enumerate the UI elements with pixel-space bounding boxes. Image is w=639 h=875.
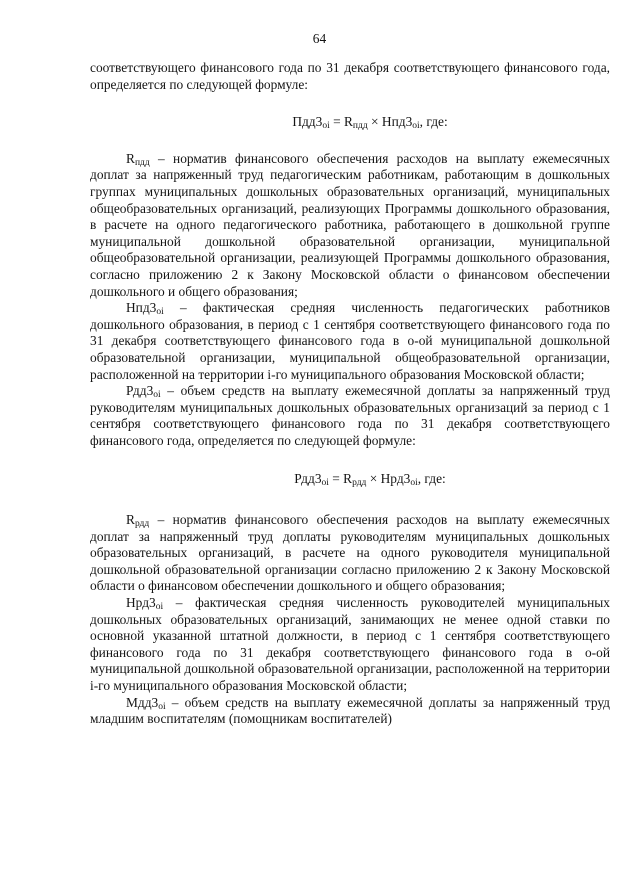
formula-rdd3: [90, 471, 610, 488]
definition-text: – норматив финансового обеспечения расходов на выплату ежемесячных доплат за напряженный труд педагогическим работникам, работающим в дошкольных группах муниципальных дошкольных образовательных организаций, муниципальных общеобразовательных организаций, реализующих Программы дошкольного образования, в расчете на одного педагогического работника, работающего в дошкольной группе муниципальной дошкольной образовательной организации, муниципальной общеобразовательной организации, реализующей Программы дошкольного образования, согласно приложению 2 к Закону Московской области о финансовом обеспечении дошкольного и общего образования;: [90, 150, 610, 299]
definition-term: R: [126, 150, 135, 166]
formula-tail: , где:: [417, 471, 446, 487]
definition-term: Нпд3: [126, 300, 157, 316]
intro-paragraph: соответствующего финансового года по 31 декабря соответствующего финансового года, определяется по следующей формуле:: [90, 60, 610, 92]
formula-pdd3: [90, 114, 610, 131]
definition-text: – фактическая средняя численность педагогических работников дошкольного образования, в период с 1 сентября соответствующего финансового года по 31 декабря соответствующего финансового года в о-ой муниципальной дошкольной образовательной организации, муниципальной общеобразовательной организации, расположенной на территории i-го муниципального образования Московской области;: [90, 300, 610, 382]
formula-coefficient: R: [343, 471, 353, 487]
formula-lhs: Пдд3: [292, 114, 323, 130]
formula-tail: , где:: [419, 114, 448, 130]
formula-lhs: Рдд3: [294, 471, 322, 487]
definition-term-subscript: oi: [156, 307, 164, 318]
formula-coefficient-subscript: пдд: [352, 121, 368, 132]
definition-term: Рдд3: [126, 383, 154, 399]
definition-npd3: [90, 300, 610, 383]
definition-term-subscript: пдд: [134, 157, 150, 168]
definition-term-subscript: oi: [158, 701, 166, 712]
definition-text: – объем средств на выплату ежемесячной доплаты за напряженный труд младшим воспитателям (помощникам воспитателей): [90, 694, 610, 727]
formula-variable-subscript: oi: [410, 478, 418, 489]
formula-coefficient: R: [343, 114, 353, 130]
formula-coefficient-subscript: рдд: [352, 478, 367, 489]
formula-equals: =: [329, 114, 344, 130]
definition-term-subscript: рдд: [134, 519, 150, 530]
definition-nrd3: [90, 595, 610, 695]
formula-times: ×: [367, 114, 382, 130]
definition-r-rdd: [90, 512, 610, 595]
page-number: 64: [312, 31, 327, 46]
formula-lhs-subscript: oi: [321, 478, 329, 489]
definition-rdd3: [90, 383, 610, 449]
definition-text: – фактическая средняя численность руководителей муниципальных дошкольных образовательных организаций, занимающих не менее одной ставки по основной указанной штатной должности, в период с 1 сентября соответствующего финансового года по 31 декабря соответствующего финансового года в о-ой муниципальной дошкольной образовательной организации, расположенной на территории i-го муниципального образования Московской области;: [90, 595, 610, 693]
definition-term-subscript: oi: [155, 602, 164, 613]
formula-lhs-subscript: oi: [322, 121, 330, 132]
definition-term: Мдд3: [126, 694, 159, 710]
definition-text: – норматив финансового обеспечения расходов на выплату ежемесячных доплат за напряженный труд доплаты руководителям муниципальных дошкольных образовательных организаций, в расчете на одного руководителя муниципальной дошкольной образовательной организации согласно приложению 2 к Закону Московской области о финансовом обеспечении дошкольного и общего образования;: [90, 512, 610, 594]
formula-equals: =: [328, 471, 344, 487]
definition-text: – объем средств на выплату ежемесячной доплаты за напряженный труд руководителям муниципальных дошкольных образовательных организаций за период с 1 сентября соответствующего финансового года по 31 декабря соответствующего финансового года, определяется по следующей формуле:: [90, 383, 610, 448]
definition-r-pdd: [90, 151, 610, 300]
definition-term-subscript: oi: [153, 390, 161, 401]
formula-variable-subscript: oi: [412, 121, 420, 132]
formula-variable: Нрд3: [380, 471, 411, 487]
formula-variable: Нпд3: [381, 114, 413, 130]
document-body: [90, 60, 610, 728]
definition-term: Нрд3: [126, 595, 156, 611]
definition-mdd3: [90, 695, 610, 728]
definition-term: R: [126, 512, 135, 528]
formula-times: ×: [366, 471, 381, 487]
